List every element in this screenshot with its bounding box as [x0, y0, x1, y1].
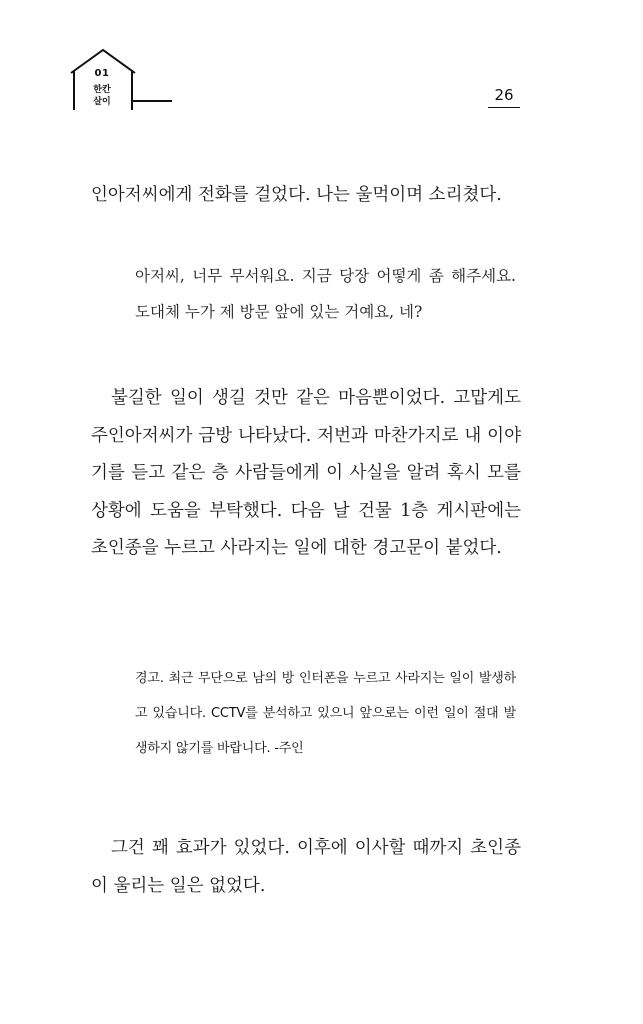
notice-text: 경고. 최근 무단으로 남의 방 인터폰을 누르고 사라지는 일이 발생하고 있습니다. CCTV를 분석하고 있으니 앞으로는 이런 일이 절대 발생하지 않기를 바랍니다. -주인: [135, 671, 516, 756]
quote-1: 아저씨, 너무 무서워요. 지금 당장 어떻게 좀 해주세요. 도대체 누가 제 방문 앞에 있는 거예요, 네?: [135, 267, 516, 321]
page-number: 26: [488, 86, 520, 108]
paragraph-1: 인아저씨에게 전화를 걸었다. 나는 울먹이며 소리쳤다.: [91, 185, 502, 205]
paragraph-2: 불길한 일이 생길 것만 같은 마음뿐이었다. 고맙게도 주인아저씨가 금방 나타났다. 저번과 마찬가지로 내 이야기를 듣고 같은 층 사람들에게 이 사실을 알려 혹시 모를 상황에 도움을 부탁했다. 다음 날 건물 1층 게시판에는 초인종을 누르고 사라지는 일에 대한 경고문이 붙었다.: [91, 388, 521, 558]
chapter-title-line1: 한칸: [93, 85, 111, 95]
chapter-number: 01: [94, 68, 110, 79]
chapter-title-line2: 살이: [93, 97, 111, 107]
chapter-mark: [68, 46, 178, 112]
paragraph-3: 그건 꽤 효과가 있었다. 이후에 이사할 때까지 초인종이 울리는 일은 없었다.: [91, 838, 521, 896]
